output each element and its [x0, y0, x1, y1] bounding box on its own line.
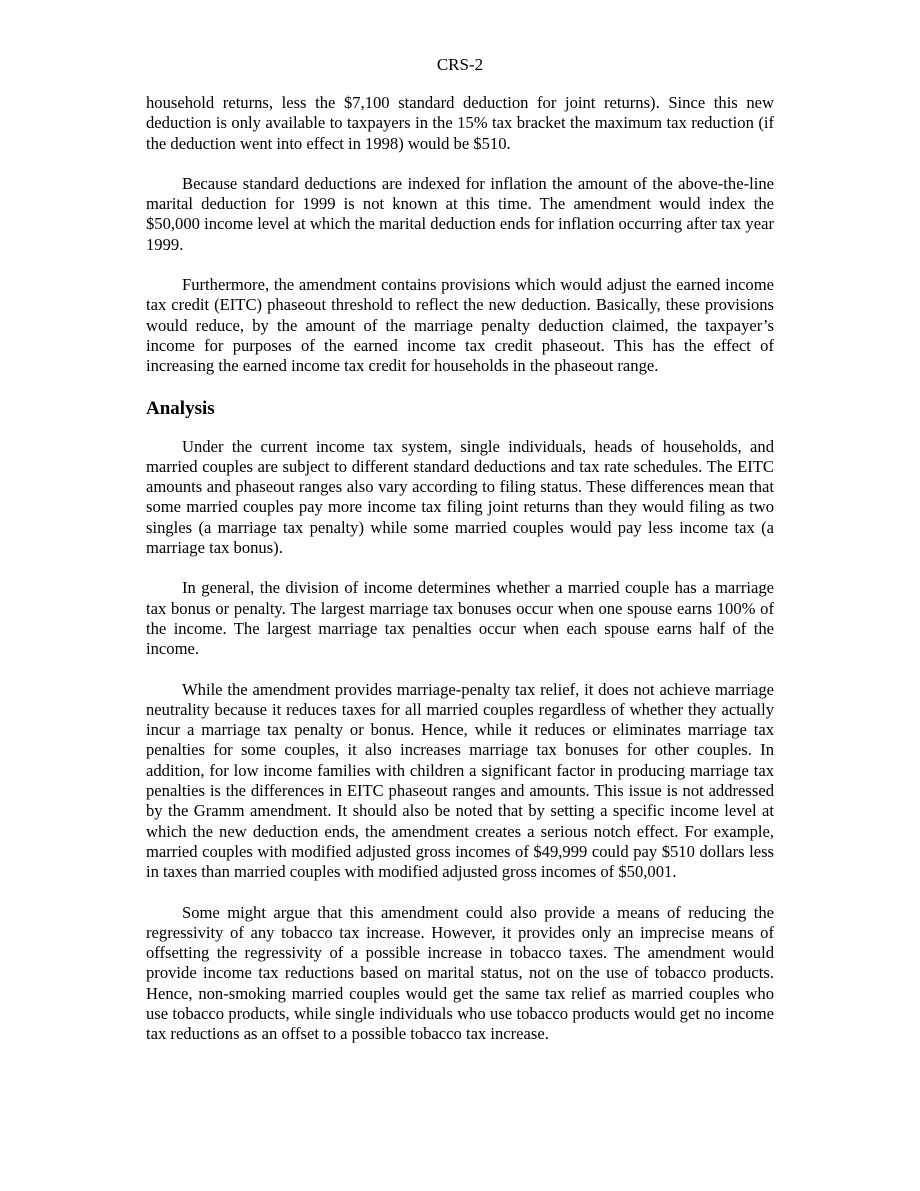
paragraph-continuation: household returns, less the $7,100 standard deduction for joint returns). Since this new deduction is only available to taxpayers in the 15% tax bracket the maximum tax reduction (if the deduction went into effect in 1998) would be $510.: [146, 93, 774, 153]
page-number: CRS-2: [436, 55, 484, 74]
section-heading-analysis: Analysis: [146, 397, 215, 419]
paragraph-eitc-adjustment: Furthermore, the amendment contains provisions which would adjust the earned income tax credit (EITC) phaseout threshold to reflect the new deduction. Basically, these provisions would reduce, by the amount of the marriage penalty deduction claimed, the taxpayer’s income for purposes of the earned income tax credit phaseout. This has the effect of increasing the earned income tax credit for households in the phaseout range.: [146, 275, 774, 376]
paragraph-marriage-neutrality: While the amendment provides marriage-penalty tax relief, it does not achieve marriage neutrality because it reduces taxes for all married couples regardless of whether they actually incur a marriage tax penalty or bonus. Hence, while it reduces or eliminates marriage tax penalties for some couples, it also increases marriage tax bonuses for other couples. In addition, for low income families with children a significant factor in producing marriage tax penalties is the differences in EITC phaseout ranges and amounts. This issue is not addressed by the Gramm amendment. It should also be noted that by setting a specific income level at which the new deduction ends, the amendment creates a serious notch effect. For example, married couples with modified adjusted gross incomes of $49,999 could pay $510 dollars less in taxes than married couples with modified adjusted gross incomes of $50,001.: [146, 679, 774, 882]
paragraph-indexing: Because standard deductions are indexed for inflation the amount of the above-the-line marital deduction for 1999 is not known at this time. The amendment would index the $50,000 income level at which the marital deduction ends for inflation occurring after tax year 1999.: [146, 173, 774, 254]
paragraph-income-division: In general, the division of income determines whether a married couple has a marriage tax bonus or penalty. The largest marriage tax bonuses occur when one spouse earns 100% of the income. The largest marriage tax penalties occur when each spouse earns half of the income.: [146, 578, 774, 659]
paragraph-current-system: Under the current income tax system, single individuals, heads of households, and married couples are subject to different standard deductions and tax rate schedules. The EITC amounts and phaseout ranges also vary according to filing status. These differences mean that some married couples pay more income tax filing joint returns than they would filing as two singles (a marriage tax penalty) while some married couples would pay less income tax (a marriage tax bonus).: [146, 436, 774, 558]
document-body: [146, 93, 774, 1065]
paragraph-tobacco-regressivity: Some might argue that this amendment could also provide a means of reducing the regressivity of any tobacco tax increase. However, it provides only an imprecise means of offsetting the regressivity of a possible increase in tobacco taxes. The amendment would provide income tax reductions based on marital status, not on the use of tobacco products. Hence, non-smoking married couples would get the same tax relief as married couples who use tobacco products, while single individuals who use tobacco products would get no income tax reductions as an offset to a possible tobacco tax increase.: [146, 902, 774, 1044]
